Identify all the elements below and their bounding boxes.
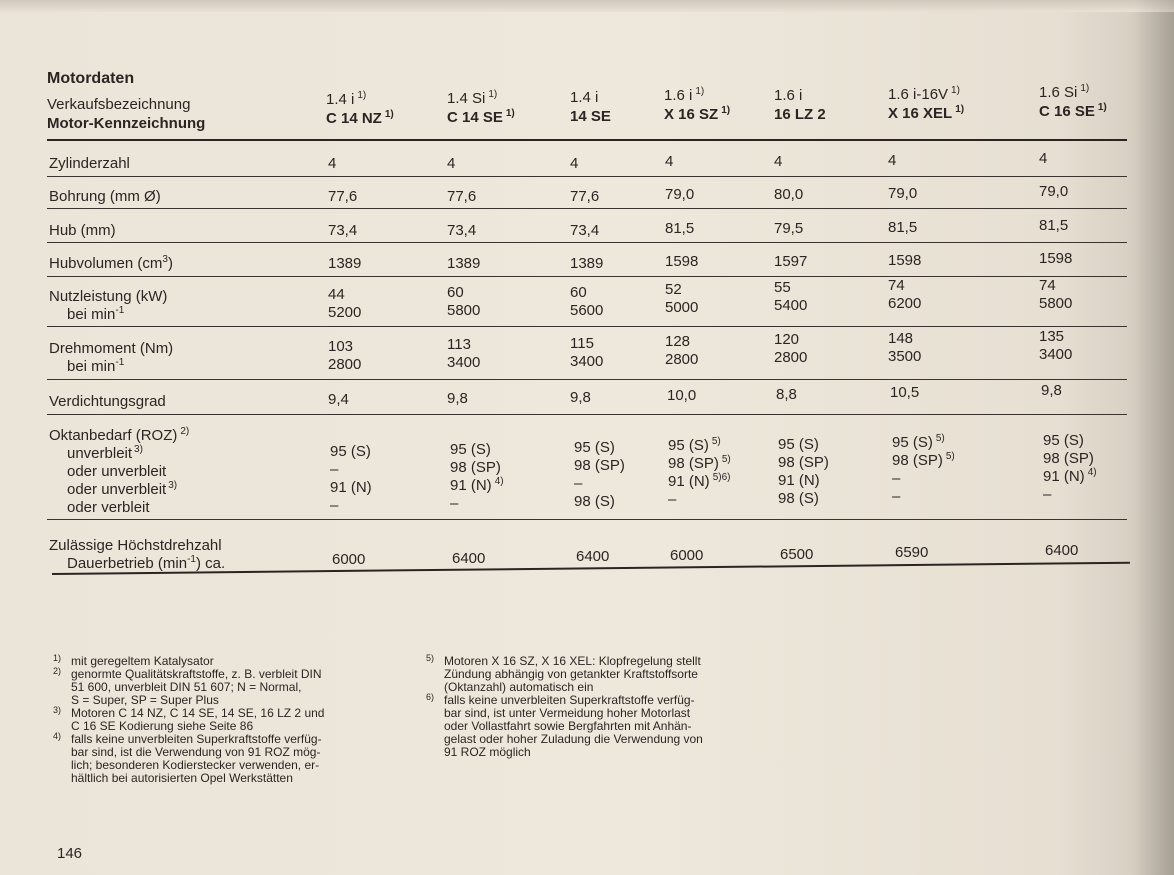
oktan-value [450,441,504,459]
oktan-value [668,437,731,455]
oktan-value [574,457,625,475]
row-label: Bohrung (mm Ø) [49,188,161,205]
footnote-text: S = Super, SP = Super Plus [71,693,219,707]
footnote-text: genormte Qualitätskraftstoffe, z. B. verbleit DIN [71,667,322,681]
oktan-value [892,434,955,452]
value-nm: 113 [447,336,471,353]
table-cell: 6000 [670,547,704,564]
footnote-ref: 5) [721,454,731,465]
oktan-text: 98 (SP) [450,459,501,476]
table-cell: 10,0 [667,387,697,404]
header-label-motor-kennzeichnung: Motor-Kennzeichnung [47,115,206,132]
value-nm: 148 [888,330,914,347]
table-cell: 1598 [1039,250,1073,267]
label-text: Drehmoment (Nm) [49,340,174,357]
oktan-value [330,461,372,479]
oktan-text: 98 (S) [778,490,819,507]
footnote-text: Motoren X 16 SZ, X 16 XEL: Klopfregelung stellt [444,654,701,668]
footnote-number: 6) [426,692,435,702]
oktan-text: – [1043,486,1052,503]
table-header [47,83,1127,136]
section-title: Motordaten [47,70,135,87]
table-cell: 6400 [576,548,610,565]
oktan-text: 98 (S) [574,493,615,510]
footnote-ref: 3) [134,444,143,455]
footnote-item [53,733,393,785]
table-cell: 9,8 [1041,382,1062,399]
oktan-text: 95 (S) [892,434,933,451]
oktan-text: 98 (SP) [778,454,829,471]
footnote-ref: 5) [711,436,721,447]
oktan-text: 95 (S) [1043,432,1084,449]
oktan-text: 95 (S) [668,437,709,454]
oktan-value [574,439,625,457]
table-cell [665,333,698,369]
table-cell: 73,4 [328,222,358,239]
table-cell: 8,8 [776,386,797,403]
footnote-text: C 16 SE Kodierung siehe Seite 86 [71,719,254,733]
footnote-ref: 1) [695,86,705,97]
footnote-ref: 4) [494,476,504,487]
row-divider [47,414,1127,415]
oktan-value [668,455,731,473]
table-cell: 80,0 [774,186,804,203]
value-rpm: 6200 [888,295,922,312]
header-col-code: X 16 SZ [664,106,719,123]
oktan-text: 98 (SP) [1043,450,1094,467]
table-cell: 4 [774,153,783,170]
table-cell: 6000 [332,551,366,568]
table-cell: 1598 [665,253,699,270]
table-cell: 4 [1039,150,1048,167]
table-cell [778,436,829,508]
table-cell: 10,5 [890,384,920,401]
table-cell: 77,6 [447,188,477,205]
value-rpm: 3500 [888,348,922,365]
footnote-ref: 1) [955,104,965,115]
value-nm: 115 [570,335,594,352]
value-kw: 52 [665,281,682,298]
footnote-item [53,668,393,707]
footnote-number: 3) [53,705,62,715]
value-nm: 135 [1039,328,1065,345]
footnote-item [426,655,776,694]
row-label: Zylinderzahl [49,155,130,172]
header-col-code: C 16 SE [1039,103,1095,120]
table-cell [450,441,504,513]
header-col-4 [664,86,730,124]
page-number: 146 [57,845,83,862]
header-col-7 [1039,83,1107,121]
table-cell [447,284,480,320]
table-cell: 79,0 [1039,183,1069,200]
oktan-value [778,454,829,472]
table-cell [328,286,361,322]
row-label [49,537,225,573]
oktan-value [778,490,829,508]
oktan-value [450,459,504,477]
table-cell [665,281,698,317]
table-cell: 6590 [895,544,929,561]
footnote-item [53,707,393,733]
footnotes-left [53,655,393,785]
oktan-value [892,470,955,488]
table-cell: 1598 [888,252,922,269]
value-rpm: 3400 [1039,346,1073,363]
table-cell: 9,4 [328,391,349,408]
table-cell [570,284,603,320]
table-cell [1039,328,1072,364]
header-col-code: C 14 NZ [326,110,382,127]
label-sup: -1 [115,357,125,368]
oktan-text: – [892,470,901,487]
table-cell [888,330,921,366]
header-col-name: 1.6 i [664,87,693,104]
label-sup: -1 [187,554,196,565]
table-cell [447,336,480,372]
page-edge [0,0,1174,12]
oktan-value [330,497,372,515]
footnote-ref: 1) [357,90,367,101]
table-cell [574,439,625,511]
row-divider [47,208,1127,209]
value-kw: 60 [570,284,587,301]
oktan-value [574,493,625,511]
table-cell: 6500 [780,546,814,563]
footnote-ref: 1) [488,89,498,100]
table-cell: 73,4 [447,222,477,239]
oktan-text: 95 (S) [450,441,491,458]
label-sub [49,358,173,376]
oktan-text: – [450,495,459,512]
table-cell [892,434,955,506]
footnote-ref: 5) [935,433,945,444]
table-cell: 1389 [570,255,604,272]
header-label-verkaufsbezeichnung: Verkaufsbezeichnung [47,96,191,113]
label-sub [49,306,167,324]
label-text: Oktanbedarf (ROZ) [49,427,178,444]
oktan-value [330,443,372,461]
header-col-name: 1.4 i [326,91,355,108]
value-kw: 55 [774,279,791,296]
oktan-text: – [574,475,583,492]
value-kw: 74 [888,277,905,294]
label-text: ) [167,255,173,272]
table-cell: 81,5 [665,220,695,237]
oktan-value [778,472,829,490]
table-cell: 9,8 [570,389,591,406]
label-text: Hubvolumen (cm [49,255,163,272]
row-divider [47,276,1127,277]
oktan-value [1043,468,1097,486]
table-cell: 79,0 [665,186,695,203]
footnote-item [426,694,776,759]
label-text: bei min [67,358,116,375]
row-label [49,288,167,324]
oktan-text: 98 (SP) [892,452,943,469]
table-cell: 73,4 [570,222,600,239]
footnote-ref: 1) [505,108,515,119]
table-cell: 1597 [774,253,808,270]
oktan-value [668,473,731,491]
value-nm: 128 [665,333,691,350]
value-rpm: 3400 [570,353,604,370]
oktan-value [892,452,955,470]
footnote-text: Motoren C 14 NZ, C 14 SE, 14 SE, 16 LZ 2 und [71,706,325,720]
oktan-text: – [330,497,339,514]
table-cell: 77,6 [328,188,358,205]
footnote-text: gelast oder hoher Zuladung die Verwendung von [444,732,703,746]
footnote-ref: 1) [1097,102,1107,113]
footnote-number: 2) [53,666,62,676]
table-cell: 4 [328,155,337,172]
row-divider [47,176,1127,177]
value-rpm: 5600 [570,302,604,319]
table-cell [774,279,807,315]
footnote-text: oder Vollastfahrt sowie Bergfahrten mit Anhän- [444,719,692,733]
footnote-number: 5) [426,653,435,663]
oktan-text: 91 (N) [1043,468,1085,485]
value-rpm: 5000 [665,299,699,316]
oktan-text: 91 (N) [668,473,710,490]
footnote-ref: 1) [721,105,731,116]
footnote-text: Zündung abhängig von getankter Kraftstoffsorte [444,667,698,681]
footnote-ref: 1) [951,85,960,96]
oktan-value [330,479,372,497]
table-cell [888,277,921,313]
footnote-ref: 2) [180,426,190,437]
oktan-text: – [330,461,339,478]
label-sub: oder unverbleit [67,463,167,480]
footnote-text: hältlich bei autorisierten Opel Werkstätten [71,771,293,785]
row-label: Hub (mm) [49,222,116,239]
oktan-value [450,495,504,513]
table-cell: 77,6 [570,188,600,205]
table-cell: 4 [665,153,674,170]
header-col-name: 1.4 i [570,89,599,106]
label-text: bei min [67,306,116,323]
value-rpm: 5400 [774,297,808,314]
label-text: unverbleit [67,445,133,462]
oktan-value [574,475,625,493]
footnote-text: falls keine unverbleiten Superkraftstoffe verfüg- [444,693,695,707]
value-rpm: 2800 [774,349,808,366]
footnote-ref: 3) [168,480,178,491]
row-divider [47,519,1127,520]
label-sup: 3 [162,254,168,265]
table-cell: 9,8 [447,390,468,407]
label-sub [49,555,225,573]
label-text: ) ca. [195,555,226,572]
label-sub: oder verbleit [67,499,150,516]
header-col-6 [888,85,964,123]
table-cell: 81,5 [1039,217,1069,234]
table-cell: 1389 [328,255,362,272]
oktan-value [1043,450,1097,468]
row-divider [47,379,1127,380]
footnote-number: 1) [53,653,62,663]
table-cell [774,331,807,367]
page-gutter-shadow [1134,0,1174,875]
footnote-text: (Oktanzahl) automatisch ein [444,680,594,694]
footnote-text: bar sind, ist unter Vermeidung hoher Motorlast [444,706,691,720]
row-label: Verdichtungsgrad [49,393,166,410]
oktan-value [668,491,731,509]
table-cell: 4 [570,155,579,172]
table-cell: 6400 [452,550,486,567]
table-cell: 4 [888,152,897,169]
footnotes-right [426,655,776,759]
oktan-value [1043,486,1097,504]
oktan-value [778,436,829,454]
table-cell: 81,5 [888,219,918,236]
footnote-text: mit geregeltem Katalysator [71,654,214,668]
oktan-text: – [668,491,677,508]
oktan-text: 95 (S) [330,443,371,460]
table-cell [1039,277,1072,313]
row-divider [47,326,1127,327]
value-rpm: 2800 [665,351,699,368]
row-label [49,427,189,517]
table-cell: 4 [447,155,456,172]
value-rpm: 2800 [328,356,362,373]
value-nm: 103 [328,338,354,355]
header-col-2 [447,89,515,127]
footnote-text: 91 ROZ möglich [444,745,531,759]
value-rpm: 5800 [447,302,481,319]
row-label [49,255,173,273]
table-cell [328,338,361,374]
header-col-code: 14 SE [570,108,611,125]
oktan-text: – [892,488,901,505]
row-label [49,340,173,376]
label-text: Nutzleistung (kW) [49,288,168,305]
value-rpm: 5200 [328,304,362,321]
value-kw: 60 [447,284,464,301]
table-cell [1043,432,1097,504]
oktan-text: 98 (SP) [574,457,625,474]
header-col-code: 16 LZ 2 [774,106,826,123]
header-col-code: X 16 XEL [888,105,953,122]
oktan-value [892,488,955,506]
label-sup: -1 [115,305,125,316]
footnote-text: lich; besonderen Kodierstecker verwenden, er- [71,758,320,772]
footnote-ref: 5)6) [712,472,731,483]
header-col-3 [570,88,611,126]
footnote-text: bar sind, ist die Verwendung von 91 ROZ mög- [71,745,321,759]
oktan-text: 95 (S) [574,439,615,456]
header-col-5 [774,86,826,124]
value-rpm: 5800 [1039,295,1073,312]
oktan-text: 98 (SP) [668,455,719,472]
value-kw: 44 [328,286,345,303]
footnote-ref: 4) [1087,467,1097,478]
header-col-name: 1.4 Si [447,90,486,107]
table-cell: 79,5 [774,220,804,237]
label-text: oder unverbleit [67,481,167,498]
value-nm: 120 [774,331,800,348]
oktan-value [450,477,504,495]
header-col-name: 1.6 i-16V [888,86,949,103]
value-kw: 74 [1039,277,1056,294]
header-col-1 [326,90,394,128]
label-sub [49,481,189,499]
footnote-number: 4) [53,731,62,741]
footnote-ref: 1) [384,109,394,120]
table-cell: 6400 [1045,542,1079,559]
table-cell [570,335,603,371]
label-text: Dauerbetrieb (min [67,555,188,572]
value-rpm: 3400 [447,354,481,371]
footnote-ref: 5) [945,451,955,462]
header-rule [47,139,1127,141]
oktan-text: 91 (N) [778,472,820,489]
table-cell [668,437,731,509]
footnote-text: falls keine unverbleiten Superkraftstoffe verfüg- [71,732,322,746]
label-sub [49,445,189,463]
label-text: Zulässige Höchstdrehzahl [49,537,222,554]
footnote-text: 51 600, unverbleit DIN 51 607; N = Normal, [71,680,302,694]
header-col-name: 1.6 i [774,87,803,104]
oktan-value [1043,432,1097,450]
table-cell [330,443,372,515]
table-cell: 79,0 [888,185,918,202]
oktan-text: 91 (N) [450,477,492,494]
table-cell: 1389 [447,255,481,272]
footnote-ref: 1) [1080,83,1090,94]
header-col-name: 1.6 Si [1039,84,1078,101]
label-main [49,427,189,444]
oktan-text: 91 (N) [330,479,372,496]
header-col-code: C 14 SE [447,109,503,126]
row-divider [47,242,1127,243]
oktan-text: 95 (S) [778,436,819,453]
